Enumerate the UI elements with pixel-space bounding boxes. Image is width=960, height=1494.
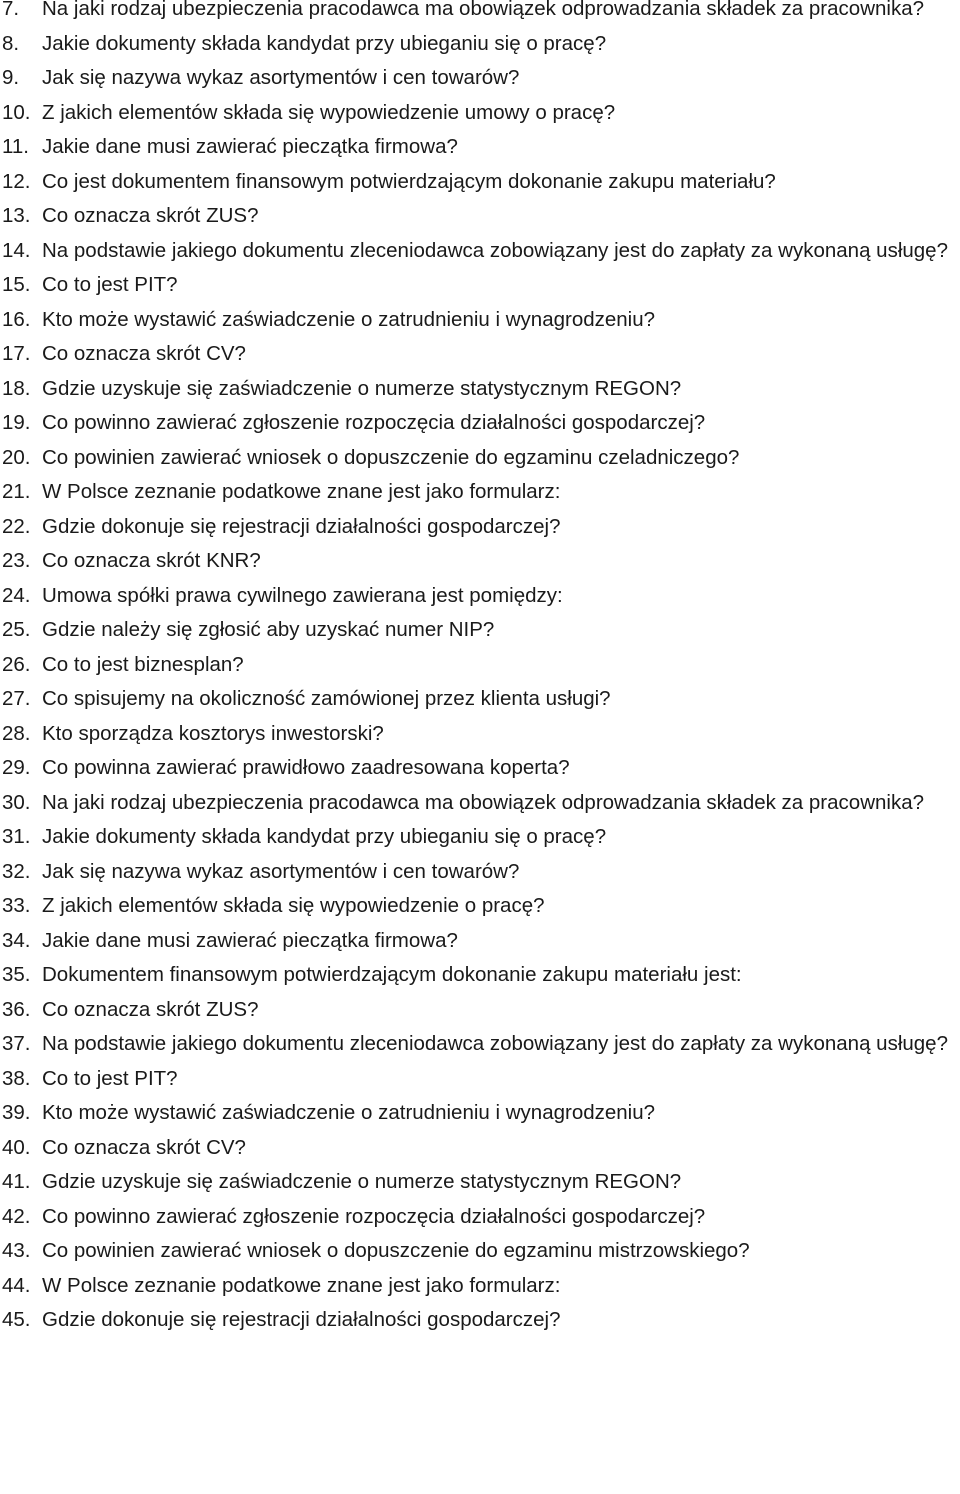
question-text: Na podstawie jakiego dokumentu zleceniodawca zobowiązany jest do zapłaty za wykonaną usługę?: [42, 1032, 948, 1055]
question-item: [0, 924, 960, 959]
question-item: [0, 958, 960, 993]
question-item: [0, 303, 960, 338]
question-text: Co to jest biznesplan?: [42, 652, 244, 676]
question-item: [0, 199, 960, 234]
question-text: Kto może wystawić zaświadczenie o zatrudnieniu i wynagrodzeniu?: [42, 1101, 656, 1124]
question-text: Jak się nazywa wykaz asortymentów i cen towarów?: [42, 66, 520, 89]
question-text: Co to jest PIT?: [42, 1066, 178, 1090]
question-number: 34.: [2, 928, 31, 952]
question-text: Dokumentem finansowym potwierdzającym dokonanie zakupu materiału jest:: [42, 963, 742, 986]
question-item: [0, 268, 960, 303]
question-number: 26.: [2, 652, 31, 676]
question-text: Jak się nazywa wykaz asortymentów i cen towarów?: [42, 859, 520, 883]
question-item: [0, 0, 960, 27]
question-number: 42.: [2, 1204, 31, 1228]
question-text: Co oznacza skrót KNR?: [42, 549, 261, 572]
question-text: Co jest dokumentem finansowym potwierdzającym dokonanie zakupu materiału?: [42, 169, 776, 193]
question-item: [0, 820, 960, 855]
question-number: 20.: [2, 445, 31, 469]
question-item: [0, 751, 960, 786]
question-text: Gdzie należy się zgłosić aby uzyskać numer NIP?: [42, 618, 495, 641]
question-number: 36.: [2, 997, 31, 1021]
question-text: Jakie dane musi zawierać pieczątka firmowa?: [42, 135, 458, 158]
question-text: W Polsce zeznanie podatkowe znane jest jako formularz:: [42, 1273, 561, 1297]
question-item: [0, 786, 960, 821]
question-item: [0, 130, 960, 165]
question-item: [0, 648, 960, 683]
question-text: Jakie dokumenty składa kandydat przy ubieganiu się o pracę?: [42, 825, 607, 848]
question-item: [0, 96, 960, 131]
question-text: Kto sporządza kosztorys inwestorski?: [42, 721, 384, 745]
question-text: Co oznacza skrót ZUS?: [42, 204, 259, 227]
question-number: 12.: [2, 169, 31, 193]
question-text: Gdzie dokonuje się rejestracji działalności gospodarczej?: [42, 1308, 561, 1331]
question-item: [0, 1027, 960, 1062]
question-number: 35.: [2, 963, 31, 986]
question-number: 28.: [2, 721, 31, 745]
question-number: 8.: [2, 31, 20, 55]
question-number: 29.: [2, 756, 31, 779]
question-number: 37.: [2, 1032, 31, 1055]
question-text: Co powinna zawierać prawidłowo zaadresowana koperta?: [42, 756, 570, 779]
question-text: Na jaki rodzaj ubezpieczenia pracodawca ma obowiązek odprowadzania składek za pracownika?: [42, 790, 925, 814]
question-number: 41.: [2, 1170, 31, 1193]
question-item: [0, 1062, 960, 1097]
question-text: Gdzie uzyskuje się zaświadczenie o numerze statystycznym REGON?: [42, 376, 682, 400]
question-number: 30.: [2, 790, 31, 814]
question-text: Co to jest PIT?: [42, 273, 178, 296]
question-number: 38.: [2, 1066, 31, 1090]
question-item: [0, 613, 960, 648]
question-item: [0, 1234, 960, 1269]
question-number: 21.: [2, 480, 31, 503]
question-text: W Polsce zeznanie podatkowe znane jest jako formularz:: [42, 480, 561, 503]
question-item: [0, 1303, 960, 1338]
question-text: Z jakich elementów składa się wypowiedzenie o pracę?: [42, 894, 545, 917]
question-number: 24.: [2, 583, 31, 607]
question-number: 22.: [2, 514, 31, 538]
question-number: 19.: [2, 411, 31, 434]
question-number: 16.: [2, 307, 31, 331]
question-item: [0, 510, 960, 545]
question-text: Na podstawie jakiego dokumentu zleceniodawca zobowiązany jest do zapłaty za wykonaną usługę?: [42, 238, 948, 262]
question-number: 17.: [2, 342, 31, 365]
question-number: 11.: [2, 135, 29, 158]
question-item: [0, 1200, 960, 1235]
question-text: Jakie dokumenty składa kandydat przy ubieganiu się o pracę?: [42, 31, 607, 55]
question-item: [0, 234, 960, 269]
question-text: Z jakich elementów składa się wypowiedzenie umowy o pracę?: [42, 100, 616, 124]
question-item: [0, 27, 960, 62]
question-item: [0, 544, 960, 579]
question-number: 10.: [2, 100, 31, 124]
question-text: Kto może wystawić zaświadczenie o zatrudnieniu i wynagrodzeniu?: [42, 307, 656, 331]
question-text: Co powinien zawierać wniosek o dopuszczenie do egzaminu czeladniczego?: [42, 445, 740, 469]
question-number: 27.: [2, 687, 31, 710]
question-text: Gdzie dokonuje się rejestracji działalności gospodarczej?: [42, 514, 561, 538]
question-number: 43.: [2, 1239, 31, 1262]
question-text: Gdzie uzyskuje się zaświadczenie o numerze statystycznym REGON?: [42, 1170, 682, 1193]
question-number: 9.: [2, 66, 20, 89]
question-item: [0, 372, 960, 407]
question-item: [0, 406, 960, 441]
question-text: Jakie dane musi zawierać pieczątka firmowa?: [42, 928, 458, 952]
question-number: 40.: [2, 1135, 31, 1159]
question-number: 39.: [2, 1101, 31, 1124]
question-item: [0, 682, 960, 717]
question-number: 15.: [2, 273, 31, 296]
question-item: [0, 579, 960, 614]
question-item: [0, 475, 960, 510]
question-item: [0, 889, 960, 924]
question-number: 44.: [2, 1273, 31, 1297]
question-text: Co powinien zawierać wniosek o dopuszczenie do egzaminu mistrzowskiego?: [42, 1239, 750, 1262]
question-number: 33.: [2, 894, 31, 917]
question-text: Umowa spółki prawa cywilnego zawierana jest pomiędzy:: [42, 583, 563, 607]
question-item: [0, 855, 960, 890]
question-number: 7.: [2, 0, 20, 20]
question-item: [0, 1165, 960, 1200]
question-item: [0, 993, 960, 1028]
question-text: Co spisujemy na okoliczność zamówionej przez klienta usługi?: [42, 687, 611, 710]
question-item: [0, 441, 960, 476]
question-number: 45.: [2, 1308, 31, 1331]
question-text: Co oznacza skrót CV?: [42, 342, 246, 365]
question-item: [0, 165, 960, 200]
question-number: 18.: [2, 376, 31, 400]
question-number: 13.: [2, 204, 31, 227]
question-item: [0, 717, 960, 752]
question-text: Na jaki rodzaj ubezpieczenia pracodawca ma obowiązek odprowadzania składek za pracownika?: [42, 0, 925, 20]
question-item: [0, 337, 960, 372]
question-number: 14.: [2, 238, 31, 262]
question-item: [0, 1131, 960, 1166]
question-item: [0, 1269, 960, 1304]
question-text: Co oznacza skrót ZUS?: [42, 997, 259, 1021]
question-number: 31.: [2, 825, 31, 848]
question-item: [0, 1096, 960, 1131]
question-number: 23.: [2, 549, 31, 572]
question-number: 32.: [2, 859, 31, 883]
question-number: 25.: [2, 618, 31, 641]
question-text: Co oznacza skrót CV?: [42, 1135, 246, 1159]
question-item: [0, 61, 960, 96]
question-text: Co powinno zawierać zgłoszenie rozpoczęcia działalności gospodarczej?: [42, 411, 706, 434]
question-text: Co powinno zawierać zgłoszenie rozpoczęcia działalności gospodarczej?: [42, 1204, 706, 1228]
